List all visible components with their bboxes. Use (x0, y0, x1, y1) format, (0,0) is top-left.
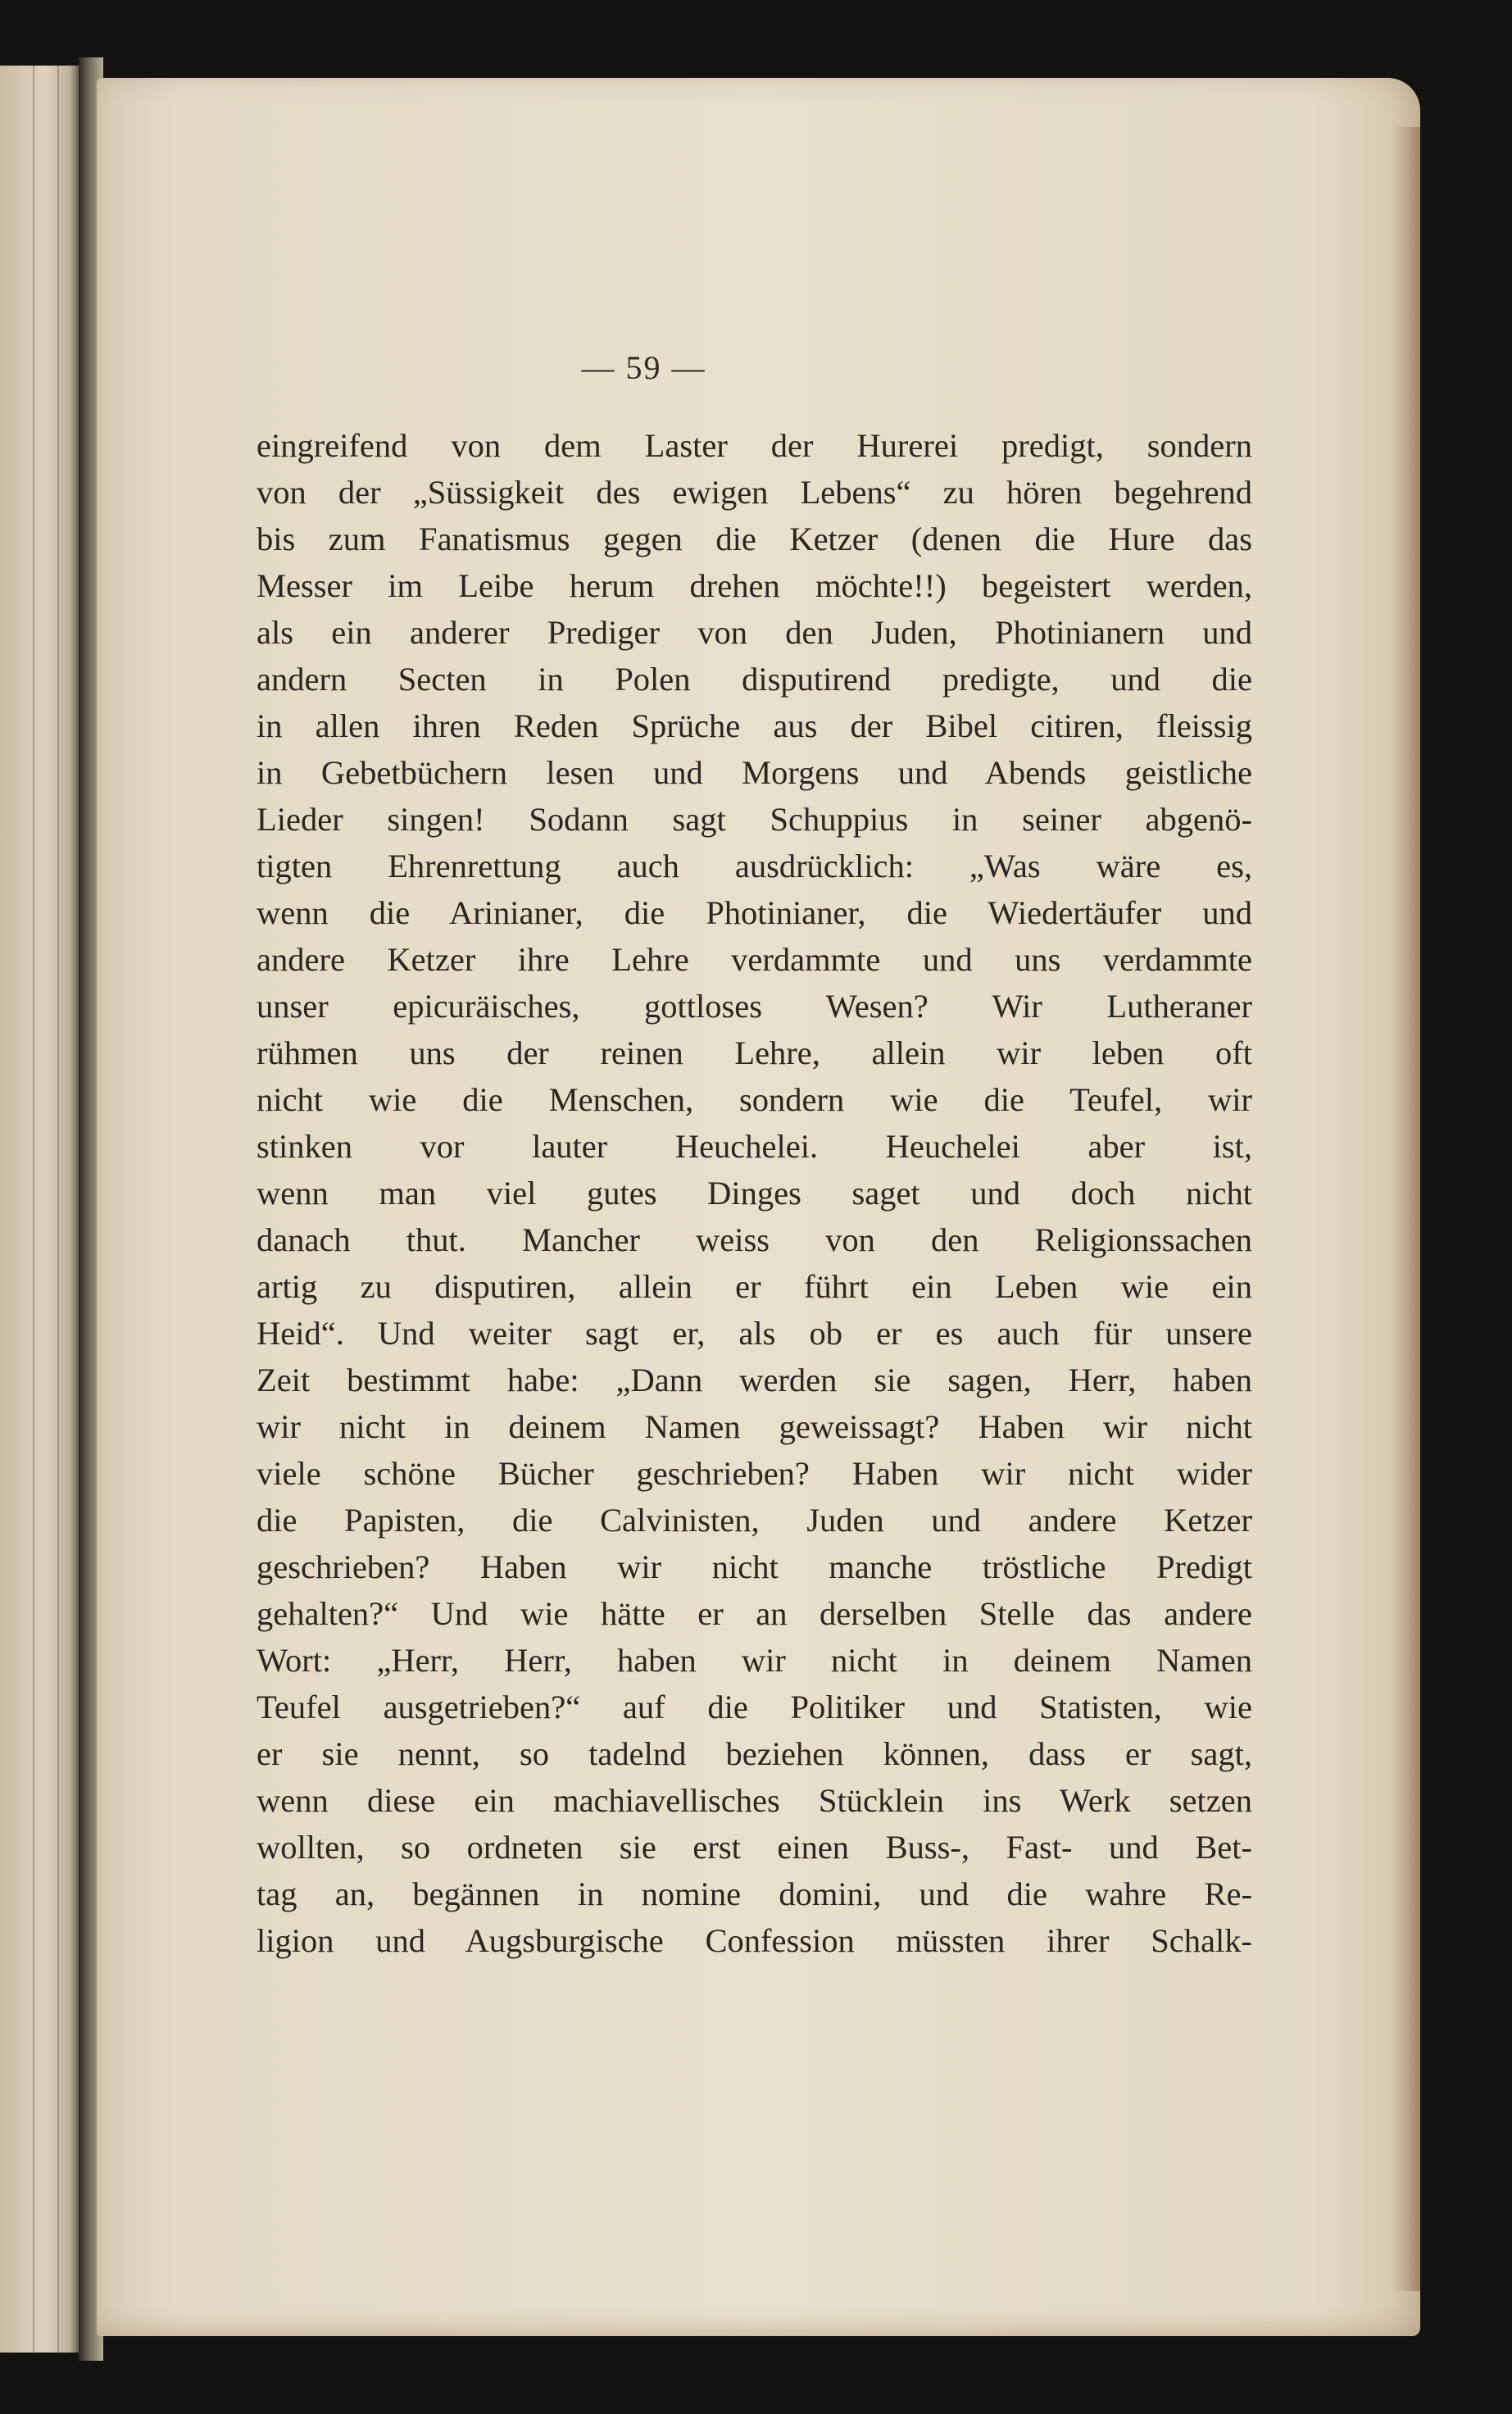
text-line: wenn man viel gutes Dinges saget und doch nicht (257, 1175, 1252, 1212)
text-line: bis zum Fanatismus gegen die Ketzer (denen die Hure das (257, 521, 1252, 557)
text-line: stinken vor lauter Heuchelei. Heuchelei aber ist, (257, 1128, 1252, 1165)
text-line: Messer im Leibe herum drehen möchte!!) begeistert werden, (257, 567, 1252, 604)
text-line: unser epicuräisches, gottloses Wesen? Wir Lutheraner (257, 988, 1252, 1025)
body-text (257, 422, 1252, 1964)
text-line: artig zu disputiren, allein er führt ein Leben wie ein (257, 1268, 1252, 1305)
text-line: Heid“. Und weiter sagt er, als ob er es auch für unsere (257, 1315, 1252, 1352)
text-line: Lieder singen! Sodann sagt Schuppius in seiner abgenö- (257, 801, 1252, 838)
text-line: er sie nennt, so tadelnd beziehen können, dass er sagt, (257, 1735, 1252, 1772)
text-line: Wort: „Herr, Herr, haben wir nicht in deinem Namen (257, 1642, 1252, 1679)
book-page (97, 78, 1420, 2336)
page-edge-line (57, 66, 59, 2353)
previous-page-edge (0, 66, 84, 2353)
text-line: wenn diese ein machiavellisches Stücklein ins Werk setzen (257, 1782, 1252, 1819)
page-fore-edge (1391, 127, 1420, 2291)
text-line: von der „Süssigkeit des ewigen Lebens“ zu hören begehrend (257, 474, 1252, 511)
page-number: — 59 — (581, 349, 706, 386)
text-line: wenn die Arinianer, die Photinianer, die Wiedertäufer und (257, 894, 1252, 931)
text-line: rühmen uns der reinen Lehre, allein wir leben oft (257, 1034, 1252, 1071)
text-line: Zeit bestimmt habe: „Dann werden sie sagen, Herr, haben (257, 1362, 1252, 1398)
text-line: danach thut. Mancher weiss von den Religionssachen (257, 1221, 1252, 1258)
text-line: die Papisten, die Calvinisten, Juden und andere Ketzer (257, 1502, 1252, 1539)
text-line: wollten, so ordneten sie erst einen Buss-, Fast- und Bet- (257, 1829, 1252, 1866)
text-line: ligion und Augsburgische Confession müssten ihrer Schalk- (257, 1922, 1252, 1959)
text-line: als ein anderer Prediger von den Juden, Photinianern und (257, 614, 1252, 651)
text-line: in Gebetbüchern lesen und Morgens und Abends geistliche (257, 754, 1252, 791)
text-line: tigten Ehrenrettung auch ausdrücklich: „Was wäre es, (257, 848, 1252, 884)
text-line: andern Secten in Polen disputirend predigte, und die (257, 661, 1252, 698)
text-line: viele schöne Bücher geschrieben? Haben wir nicht wider (257, 1455, 1252, 1492)
text-line: tag an, begännen in nomine domini, und die wahre Re- (257, 1875, 1252, 1912)
page-edge-line (33, 66, 34, 2353)
text-line: Teufel ausgetrieben?“ auf die Politiker und Statisten, wie (257, 1689, 1252, 1725)
text-line: wir nicht in deinem Namen geweissagt? Haben wir nicht (257, 1408, 1252, 1445)
text-line: geschrieben? Haben wir nicht manche tröstliche Predigt (257, 1548, 1252, 1585)
text-line: andere Ketzer ihre Lehre verdammte und uns verdammte (257, 941, 1252, 978)
text-line: gehalten?“ Und wie hätte er an derselben Stelle das andere (257, 1595, 1252, 1632)
text-line: nicht wie die Menschen, sondern wie die Teufel, wir (257, 1081, 1252, 1118)
text-line: eingreifend von dem Laster der Hurerei predigt, sondern (257, 427, 1252, 464)
text-line: in allen ihren Reden Sprüche aus der Bibel citiren, fleissig (257, 707, 1252, 744)
